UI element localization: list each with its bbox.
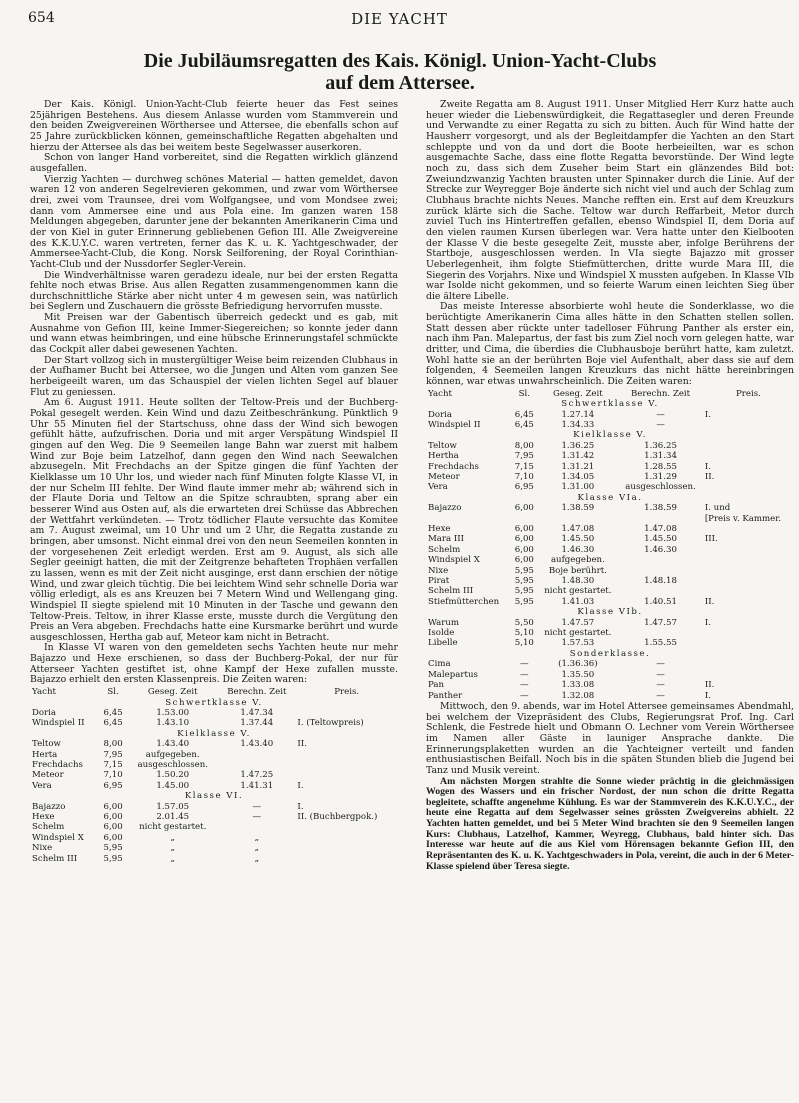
table-cell: 1.45.00 bbox=[156, 780, 190, 791]
table-row bbox=[426, 441, 794, 451]
table-cell: 6,00 bbox=[514, 544, 534, 555]
table-cell: 1.46.30 bbox=[644, 544, 677, 555]
table-cell: — bbox=[252, 801, 262, 812]
table-row bbox=[426, 410, 794, 420]
table-cell: I. und bbox=[704, 503, 731, 514]
table-cell: Libelle bbox=[428, 638, 458, 649]
table-cell: — bbox=[656, 419, 665, 430]
class-heading-row bbox=[426, 399, 794, 409]
table-cell bbox=[703, 566, 794, 576]
paragraph: Vierzig Yachten — durchweg schönes Material — hatten gemeldet, davon waren 12 von anderen Segelrevieren gekommen, und zwar vom Wörthersee drei, zwei vom Traunsee, drei vom Wolfgangsee, und vom Mondsee zwei; dann vom Ammersee eine und aus Pola eine. Im ganzen waren 158 Meldungen abgegeben, darunter jene der bekannten Amerikanerin Cima und der von Kiel in guter Erinnerung gebliebenen Gefion III. Alle Zweigvereine des K.K.U.Y.C. waren vertreten, ferner das K. u. K. Yachtgeschwader, der Ammersee-Yacht-Club, die Kong. Norsk Seilforening, der Royal Corinthian-Yacht-Club und der Nussdorfer Segler-Verein. bbox=[30, 173, 398, 270]
table-cell: 5,95 bbox=[514, 576, 534, 587]
table-cell: 6,45 bbox=[514, 409, 534, 420]
table-cell: 1.40.51 bbox=[644, 596, 677, 607]
table-cell bbox=[218, 750, 295, 760]
table-cell: 6,00 bbox=[514, 524, 534, 534]
table-cell: Pan bbox=[428, 680, 445, 691]
table-cell: 1.53.00 bbox=[156, 707, 190, 718]
table-cell: 8,00 bbox=[103, 739, 123, 750]
table-cell: I. bbox=[704, 617, 711, 628]
table-cell bbox=[618, 586, 703, 596]
table-cell: — bbox=[520, 680, 529, 691]
class-heading-row bbox=[30, 791, 398, 801]
table-cell: 1.48.30 bbox=[561, 576, 595, 587]
table-cell: 6,45 bbox=[103, 707, 123, 718]
table-row bbox=[426, 628, 794, 638]
table-cell bbox=[703, 576, 794, 586]
article-title bbox=[40, 50, 760, 94]
table-row bbox=[426, 576, 794, 586]
table-cell bbox=[618, 628, 703, 638]
table-cell: Vera bbox=[32, 780, 52, 791]
table-cell: 1.32.08 bbox=[561, 690, 595, 701]
table-cell: 1.41.31 bbox=[240, 780, 274, 791]
table-cell: Nixe bbox=[428, 565, 449, 576]
table-cell: Pirat bbox=[428, 576, 450, 587]
table-row bbox=[30, 708, 398, 718]
table-cell: 6,00 bbox=[103, 832, 123, 843]
table-cell: 7,10 bbox=[514, 471, 534, 482]
table-cell: 1.27.14 bbox=[561, 409, 595, 420]
table-cell: Mara III bbox=[428, 534, 465, 545]
paragraph: Die Windverhältnisse waren geradezu ideale, nur bei der ersten Regatta fehlte noch etwas Brise. Aus allen Regatten zusammengenommen kann die durchschnittliche Stärke aber nicht unter 4 m gewesen sein, was natürlich bei Seglern und Zuschauern die grösste Befriedigung hervorrufen musste. bbox=[30, 269, 398, 313]
table-cell: II. bbox=[704, 596, 715, 607]
table-cell bbox=[703, 555, 794, 565]
right-paragraphs-2 bbox=[426, 702, 794, 873]
paragraph: Schon von langer Hand vorbereitet, sind die Regatten wirklich glänzend ausgefallen. bbox=[30, 152, 398, 174]
table-cell: 1.36.25 bbox=[561, 440, 595, 451]
right-paragraphs-1 bbox=[426, 100, 794, 388]
table-cell: 6,00 bbox=[103, 801, 123, 812]
table-cell: — bbox=[656, 659, 665, 670]
table-cell: I. bbox=[297, 780, 304, 791]
table-cell bbox=[295, 822, 398, 832]
table-cell: I. bbox=[297, 801, 304, 812]
table-cell bbox=[618, 514, 703, 524]
table-row bbox=[426, 566, 794, 576]
table-cell bbox=[703, 638, 794, 648]
table-cell: 7,95 bbox=[103, 749, 123, 760]
table-cell: 1.45.50 bbox=[561, 534, 595, 545]
column-header: Geseg. Zeit bbox=[147, 687, 198, 698]
table-row bbox=[30, 760, 398, 770]
table-cell: 1.37.44 bbox=[240, 718, 274, 729]
table-cell: 1.45.50 bbox=[644, 534, 677, 545]
class-heading: Sonderklasse. bbox=[569, 648, 651, 659]
table-cell: 5,95 bbox=[514, 596, 534, 607]
table-cell: — bbox=[656, 680, 665, 691]
left-column bbox=[30, 100, 398, 865]
table-row bbox=[30, 718, 398, 728]
table-cell: 1.57.05 bbox=[156, 801, 190, 812]
table-cell bbox=[295, 770, 398, 780]
table-cell: Hexe bbox=[32, 811, 55, 822]
table-cell: Windspiel X bbox=[32, 832, 84, 843]
paragraph: Zweite Regatta am 8. August 1911. Unser Mitglied Herr Kurz hatte auch heuer wieder die Liebenswürdigkeit, die Regattasegler und deren Freunde und Verwandte zu einer Regatta zu sich zu bitten. Auch für Wind hatte der Hausherr vorgesorgt, und als der Begleitdampfer die Yachten an den Start schleppte und von da und dort die Boote herbeieilten, war es schon ausgemachte Sache, dass eine flotte Regatta bevorstünde. Der Wind legte noch zu, dass sich dem Zuseher beim Start ein glänzendes Bild bot: Zweiundzwanzig Yachten brausten unter Spinnaker durch die Linie. Auf der Strecke zur Weyregger Boje änderte sich nicht viel und auch der Schlag zum Clubhaus brachte nichts Neues. Manche refften ein. Erst auf dem Kreuzkurs zurück klärte sich die Sache. Teltow war durch Reffarbeit, Metor durch zuviel Tuch ins Hintertreffen gefallen, ebenso Windspiel II, dem Doria auf den vielen raumen Kursen überlegen war. Vera hatte unter den Kielbooten der Klasse V die beste gesegelte Zeit, musste aber, infolge Berührens der Startboje, ausgeschlossen werden. In VIa siegte Bajazzo mit grosser Ueberlegenheit, ihm folgte Stiefmütterchen, dritte wurde Mara III, die Siegerin des Vorjahrs. Nixe und Windspiel X mussten aufgeben. In Klasse VIb war Isolde nicht gekommen, und so feierte Warum einen leichten Sieg über die ältere Libelle. bbox=[426, 99, 794, 302]
table-row bbox=[426, 451, 794, 461]
table-cell: 6,45 bbox=[514, 419, 534, 430]
table-cell: 1.47.57 bbox=[644, 617, 677, 628]
table-cell bbox=[218, 822, 295, 832]
table-cell: 6,00 bbox=[103, 811, 123, 822]
table-cell: Teltow bbox=[32, 739, 61, 750]
table-cell: Hertha bbox=[428, 451, 459, 462]
table-cell: — bbox=[656, 690, 665, 701]
paragraph: In Klasse VI waren von den gemeldeten sechs Yachten heute nur mehr Bajazzo und Hexe erschienen, so dass der Buchberg-Pokal, der nur für Atterseer Yachten gestiftet ist, ohne Kampf der Hexe zufallen musste. Bajazzo erhielt den ersten Klassenpreis. Die Zeiten waren: bbox=[30, 642, 398, 686]
class-heading: Klasse VI. bbox=[184, 791, 244, 802]
table-cell: 6,95 bbox=[103, 780, 123, 791]
table-cell: 1.43.10 bbox=[156, 718, 190, 729]
paragraph: Mittwoch, den 9. abends, war im Hotel Attersee gemeinsames Abendmahl, bei welchem der Vizepräsident des Clubs, Regierungsrat Prof. Ing. Carl Schlenk, die Festrede hielt und Obmann O. Lechner vom Verein Wörthersee im Namen aller Gäste in launiger Ansprache dankte. Die Erinnerungsplaketten wurden an die Yachteigner verteilt und fanden enthusiastischen Beifall. Noch bis in die späten Stunden blieb die Jugend bei Tanz und Musik vereint. bbox=[426, 700, 794, 776]
table-row bbox=[426, 472, 794, 482]
table-row bbox=[426, 597, 794, 607]
table-cell: — bbox=[252, 811, 262, 822]
table-cell: Stiefmütterchen bbox=[428, 596, 500, 607]
table-cell: 6,45 bbox=[103, 718, 123, 729]
class-heading-row bbox=[426, 607, 794, 617]
table-cell bbox=[537, 514, 618, 524]
table-row bbox=[30, 750, 398, 760]
table-cell: 1.36.25 bbox=[644, 440, 677, 451]
left-paragraphs bbox=[30, 100, 398, 686]
table-cell: 1.46.30 bbox=[561, 544, 595, 555]
table-cell: nicht gestartet. bbox=[544, 628, 612, 639]
running-header bbox=[0, 10, 799, 30]
table-cell: Teltow bbox=[428, 440, 457, 451]
table-cell bbox=[618, 566, 703, 576]
table-cell: 7,95 bbox=[514, 451, 534, 462]
table-cell: 5,95 bbox=[514, 565, 534, 576]
table-cell: 1.47.08 bbox=[561, 524, 595, 534]
table-row bbox=[30, 739, 398, 749]
table-cell: 1.34.05 bbox=[561, 471, 595, 482]
table-cell: Schelm III bbox=[428, 586, 474, 597]
table-cell: 1.35.50 bbox=[561, 669, 595, 680]
table-cell: 1.47.34 bbox=[240, 707, 274, 718]
table-cell: 1.31.34 bbox=[644, 451, 677, 462]
table-row bbox=[30, 812, 398, 822]
column-header: Preis. bbox=[735, 388, 761, 399]
table-cell: Meteor bbox=[428, 471, 460, 482]
table-cell: 1.33.08 bbox=[561, 680, 595, 691]
table-cell: nicht gestartet. bbox=[544, 586, 612, 597]
class-heading-row bbox=[30, 729, 398, 739]
paragraph: Am 6. August 1911. Heute sollten der Teltow-Preis und der Buchberg-Pokal gesegelt werden. Kein Wind und dazu Zeitbeschränkung. Pünktlich 9 Uhr 55 Minuten fiel der Startschuss, ohne dass der Wind sich bewogen gefühlt hätte, aufzufrischen. Doria und mit arger Verspätung Windspiel II gingen auf den Weg. Die 9 Seemeilen lange Bahn war zuerst mit halbem Wind zur Boje beim Latzelhof, dann gegen den Wind nach Seewalchen abzusegeln. Mit Frechdachs an der Spitze gingen die fünf Yachten der Kielklasse um 10 Uhr los, und wieder nach fünf Minuten folgte Klasse VI, in der nur Schelm III fehlte. Der Wind flaute immer mehr ab; während sich in der Flaute Doria und Teltow an die Spitze schraubten, sprang aber ein besserer Wind aus Osten auf, als die erwarteten drei Schüsse das Abbrechen der Wettfahrt verkündeten. — Trotz tödlicher Flaute versuchte das Komitee am 7. August zweimal, um 10 Uhr und um 2 Uhr, die Regatta zustande zu bringen, aber umsonst. Nicht einmal drei von den neun Seemeilen konnten in der vorgesehenen Zeit erledigt werden. Erst am 9. August, als sich alle Segler geeinigt hatten, die mit der Zeitgrenze behafteten Trophäen verfallen zu lassen, wenn es mit der Zeit nicht ausginge, erst dann erschien der nötige Wind, und zwar gleich tüchtig. Die bei leichtem Wind sehr schnelle Doria war völlig erledigt, als es ans Kreuzen bei 7 Metern Wind und Wellengang ging. Windspiel II siegte spielend mit 10 Minuten in der Tasche und gewann den Teltow-Preis. Teltow, in ihrer Klasse erste, musste durch die Vergütung den Preis an Vera abgeben. Frechdachs hatte eine Kursmarke berührt und wurde ausgeschlossen, Hertha gab auf, Meteor kam nicht in Betracht. bbox=[30, 397, 398, 643]
table-row bbox=[30, 843, 398, 853]
table-cell: aufgegeben. bbox=[550, 555, 605, 566]
table-cell: I. bbox=[704, 409, 711, 420]
table-cell bbox=[703, 586, 794, 596]
table-row bbox=[426, 524, 794, 534]
running-title: DIE YACHT bbox=[351, 10, 448, 28]
class-heading: Klasse VIa. bbox=[577, 492, 643, 503]
class-heading: Kielklasse V. bbox=[573, 430, 647, 441]
table-cell: ausgeschlossen. bbox=[625, 482, 696, 493]
table-row bbox=[426, 680, 794, 690]
table-cell: II. bbox=[704, 471, 715, 482]
table-row bbox=[30, 770, 398, 780]
table-cell: 6,00 bbox=[514, 555, 534, 566]
class-heading-row bbox=[426, 649, 794, 659]
page-number: 654 bbox=[28, 10, 55, 26]
table-cell: „ bbox=[170, 843, 175, 854]
table-cell: Boje berührt. bbox=[548, 565, 607, 576]
table-cell: 1.47.08 bbox=[644, 524, 677, 534]
table-cell: 1.31.29 bbox=[644, 471, 677, 482]
table-cell: 2.01.45 bbox=[156, 811, 190, 822]
table-cell bbox=[295, 750, 398, 760]
table-row bbox=[426, 555, 794, 565]
table-cell: Doria bbox=[428, 409, 453, 420]
table-cell: 1.50.20 bbox=[156, 770, 190, 781]
table-row bbox=[426, 618, 794, 628]
table-row bbox=[426, 670, 794, 680]
results-table-regatta-1 bbox=[30, 687, 398, 864]
table-cell: 5,95 bbox=[514, 586, 534, 597]
results-table-regatta-2 bbox=[426, 389, 794, 701]
table-cell: 1.43.40 bbox=[240, 739, 274, 750]
column-header: Yacht bbox=[428, 388, 452, 399]
table-cell: Schelm III bbox=[32, 853, 78, 864]
table-cell: 1.28.55 bbox=[644, 461, 677, 472]
table-cell: „ bbox=[254, 853, 260, 864]
table-cell bbox=[295, 708, 398, 718]
table-cell bbox=[295, 833, 398, 843]
table-cell: 1.38.59 bbox=[644, 503, 677, 514]
table-cell: Doria bbox=[32, 707, 57, 718]
table-cell bbox=[618, 555, 703, 565]
class-heading: Kielklasse V. bbox=[177, 728, 251, 739]
table-row bbox=[30, 833, 398, 843]
table-cell: Windspiel X bbox=[428, 555, 480, 566]
table-cell: Hexe bbox=[428, 524, 451, 534]
table-row bbox=[426, 462, 794, 472]
table-cell: Cima bbox=[428, 659, 451, 670]
table-cell bbox=[295, 843, 398, 853]
table-cell: 5,95 bbox=[103, 843, 123, 854]
table-cell: III. bbox=[704, 534, 718, 545]
table-cell bbox=[295, 760, 398, 770]
table-row bbox=[426, 503, 794, 513]
column-header: Yacht bbox=[32, 687, 56, 698]
table-row bbox=[30, 854, 398, 864]
table-cell: 5,10 bbox=[514, 628, 534, 639]
table-cell: Windspiel II bbox=[32, 718, 85, 729]
paragraph: Das meiste Interesse absorbierte wohl heute die Sonderklasse, wo die berüchtigte Amerikanerin Cima alles hätte in den Schatten stellen sollen. Statt dessen aber rückte unter tadelloser Führung Panther als erster ein, nach ihm Pan. Malepartus, der fast bis zum Ziel noch vorn gelegen hatte, war dritter, und Cima, die überdies die Clubhausboje berührt hatte, kam zuletzt. Wohl hatte sie an der berührten Boje viel Aufenthalt, aber dass sie auf dem folgenden, 4 Seemeilen langen Kreuzkurs das nicht hätte hereinbringen können, war etwas unwahrscheinlich. Die Zeiten waren: bbox=[426, 301, 794, 388]
table-cell: 7,15 bbox=[103, 759, 123, 770]
table-cell bbox=[703, 524, 794, 534]
table-row bbox=[30, 822, 398, 832]
table-cell: Frechdachs bbox=[32, 759, 83, 770]
table-cell: Vera bbox=[428, 482, 448, 493]
table-cell: „ bbox=[254, 832, 260, 843]
paragraph: Der Kais. Königl. Union-Yacht-Club feierte heuer das Fest seines 25jährigen Bestehens. Aus diesem Anlasse wurden vom Stammverein und den beiden Zweigvereinen Wörthersee und Attersee, die ebenfalls schon auf 25 Jahre zurückblicken können, gemeinschaftliche Regatten abgehalten und hierzu der Attersee als das bei weitem beste Segelwasser auserkoren. bbox=[30, 99, 398, 153]
table-cell bbox=[218, 760, 295, 770]
table-cell: Bajazzo bbox=[428, 503, 462, 514]
table-cell: 1.43.40 bbox=[156, 739, 190, 750]
table-cell bbox=[703, 659, 794, 669]
article-title-line-1: Die Jubiläumsregatten des Kais. Königl. Union-Yacht-Clubs bbox=[143, 50, 657, 72]
table-cell: 1.31.21 bbox=[561, 461, 595, 472]
table-cell: Herta bbox=[32, 749, 58, 760]
table-cell: Windspiel II bbox=[428, 419, 481, 430]
table-cell: nicht gestartet. bbox=[139, 822, 207, 833]
table-header-row bbox=[30, 687, 398, 697]
table-cell: „ bbox=[170, 832, 175, 843]
column-header: Sl. bbox=[107, 687, 119, 698]
paragraph: Der Start vollzog sich in mustergültiger Weise beim reizenden Clubhaus in der Aufhamer Bucht bei Attersee, wo die Jungen und Alten vom ganzen See herbeigeeilt waren, um das Schauspiel der vielen lichten Segel auf blauer Flut zu geniessen. bbox=[30, 354, 398, 398]
column-header: Berechn. Zeit bbox=[630, 388, 691, 399]
table-row bbox=[426, 534, 794, 544]
table-cell: 1.48.18 bbox=[644, 576, 677, 587]
table-cell: aufgegeben. bbox=[145, 749, 200, 760]
table-cell: Bajazzo bbox=[32, 801, 66, 812]
table-cell: 1.55.55 bbox=[644, 638, 677, 649]
table-cell: 5,10 bbox=[514, 638, 534, 649]
class-heading-row bbox=[30, 698, 398, 708]
column-header: Berechn. Zeit bbox=[227, 687, 287, 698]
class-heading-row bbox=[426, 430, 794, 440]
paragraph: Mit Preisen war der Gabentisch überreich gedeckt und es gab, mit Ausnahme von Gefion III, keine Immer-Siegereichen; so konnte jeder dann und wann etwas heimbringen, und eine hübsche Erinnerungstafel schmückte das Cockpit aller dabei gewesenen Yachten. bbox=[30, 312, 398, 356]
table-cell: — bbox=[520, 669, 529, 680]
table-row bbox=[30, 781, 398, 791]
paragraph: Am nächsten Morgen strahlte die Sonne wieder prächtig in die gleichmässigen Wogen des Wassers und ein frischer Nordost, der nun schon die dritte Regatta begleitete, schaffte angenehme Kühlung. Es war der Stammverein des K.K.U.Y.C., der heute eine Regatta auf dem Segelwasser seines grössten Zweigvereins abhielt. 22 Yachten hatten gemeldet, und bei 5 Meter Wind brachten sie den 9 Seemeilen langen Kurs: Clubhaus, Latzelhof, Kammer, Weyregg, Clubhaus, bald hinter sich. Das Interesse war heute auf die aus Kiel vom Hörensagen bekannte Gefion III, den Repräsentanten des K. u. K. Yachtgeschwaders in Pola, vereint, die auch in der 6 Meter-Klasse spielend über Teresa siegte. bbox=[426, 775, 794, 872]
table-cell: Schelm bbox=[428, 544, 461, 555]
table-cell: Isolde bbox=[428, 628, 455, 639]
table-cell: 1.47.25 bbox=[240, 770, 274, 781]
right-column bbox=[426, 100, 794, 872]
table-row bbox=[426, 420, 794, 430]
table-header-row bbox=[426, 389, 794, 399]
table-cell: I. bbox=[704, 690, 711, 701]
table-cell: 5,50 bbox=[514, 617, 534, 628]
table-row bbox=[426, 586, 794, 596]
table-row bbox=[426, 638, 794, 648]
table-cell: 7,15 bbox=[514, 461, 534, 472]
table-cell: „ bbox=[170, 853, 175, 864]
table-cell: II. bbox=[704, 680, 715, 691]
table-cell bbox=[703, 628, 794, 638]
table-cell: 6,00 bbox=[514, 534, 534, 545]
table-cell: 6,00 bbox=[103, 822, 123, 833]
column-header: Sl. bbox=[518, 388, 531, 399]
table-cell: 8,00 bbox=[514, 440, 534, 451]
class-heading: Schwertklasse V. bbox=[165, 697, 263, 708]
table-cell: Warum bbox=[428, 617, 460, 628]
table-cell: (1.36.36) bbox=[558, 659, 598, 670]
table-cell bbox=[703, 670, 794, 680]
table-row bbox=[30, 802, 398, 812]
table-cell: — bbox=[656, 669, 665, 680]
table-row bbox=[426, 514, 794, 524]
table-cell: Schelm bbox=[32, 822, 65, 833]
table-row bbox=[426, 482, 794, 492]
class-heading: Schwertklasse V. bbox=[561, 399, 659, 410]
table-cell bbox=[703, 482, 794, 492]
table-cell: Nixe bbox=[32, 843, 53, 854]
table-cell bbox=[703, 420, 794, 430]
table-cell: 7,10 bbox=[103, 770, 123, 781]
table-cell: 1.41.03 bbox=[561, 596, 595, 607]
class-heading: Klasse VIb. bbox=[577, 607, 643, 618]
table-cell: [Preis v. Kammer. bbox=[704, 513, 782, 524]
table-cell: Frechdachs bbox=[428, 461, 479, 472]
table-cell: Meteor bbox=[32, 770, 64, 781]
table-cell: 1.31.42 bbox=[561, 451, 595, 462]
table-row bbox=[426, 545, 794, 555]
table-cell: 5,95 bbox=[103, 853, 123, 864]
table-cell: II. bbox=[297, 739, 307, 750]
table-cell bbox=[426, 514, 511, 524]
table-cell: I. bbox=[704, 461, 711, 472]
table-cell: 1.47.57 bbox=[561, 617, 595, 628]
table-cell bbox=[703, 451, 794, 461]
table-cell: 1.38.59 bbox=[561, 503, 595, 514]
table-cell bbox=[511, 514, 537, 524]
table-cell bbox=[703, 545, 794, 555]
table-cell: Malepartus bbox=[428, 669, 478, 680]
article-title-line-2: auf dem Attersee. bbox=[325, 72, 475, 94]
class-heading-row bbox=[426, 493, 794, 503]
column-header: Preis. bbox=[334, 687, 360, 698]
table-row bbox=[426, 659, 794, 669]
table-cell: — bbox=[520, 690, 529, 701]
table-cell: 6,00 bbox=[514, 503, 534, 514]
table-cell: — bbox=[520, 659, 529, 670]
table-cell: 1.34.33 bbox=[561, 419, 595, 430]
table-cell: I. (Teltowpreis) bbox=[297, 718, 364, 729]
table-cell bbox=[703, 441, 794, 451]
table-cell: — bbox=[656, 409, 665, 420]
table-cell: Panther bbox=[428, 690, 463, 701]
table-cell: „ bbox=[254, 843, 260, 854]
table-cell bbox=[295, 854, 398, 864]
table-cell: 1.57.53 bbox=[561, 638, 595, 649]
table-cell: ausgeschlossen. bbox=[137, 759, 208, 770]
column-header: Geseg. Zeit bbox=[553, 388, 603, 399]
table-cell: II. (Buchbergpok.) bbox=[297, 811, 378, 822]
table-cell: 6,95 bbox=[514, 482, 534, 493]
table-row bbox=[426, 691, 794, 701]
table-cell: 1.31.00 bbox=[561, 482, 595, 493]
